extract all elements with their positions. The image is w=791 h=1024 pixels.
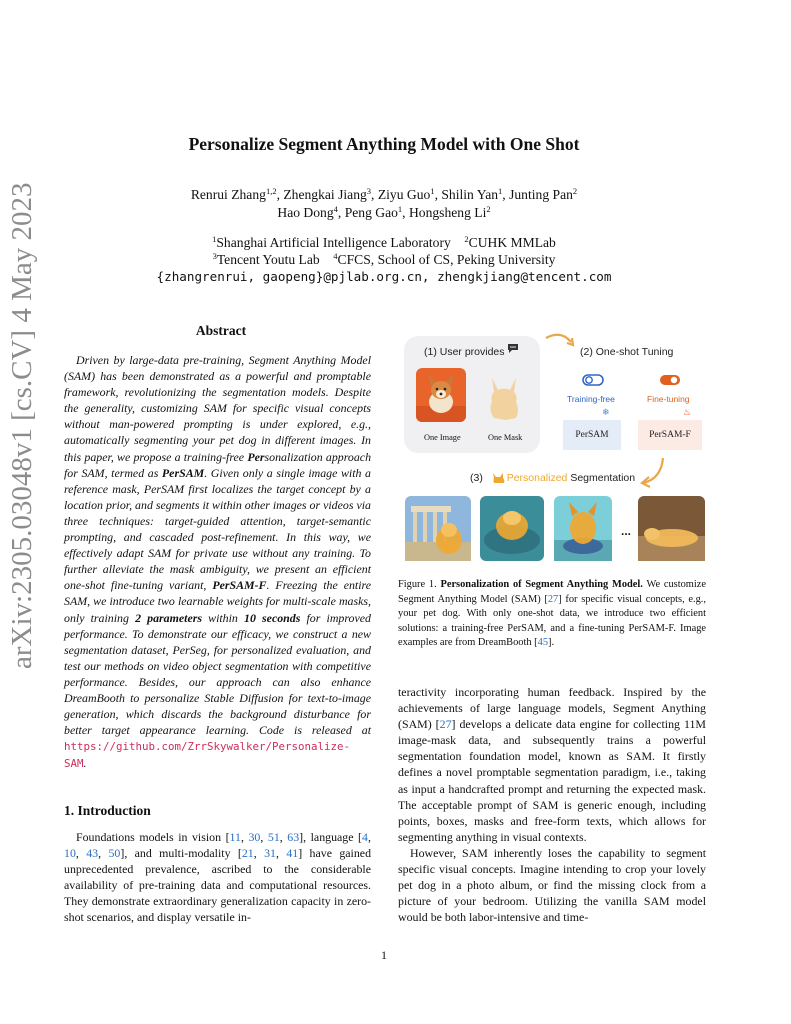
affiliation: Shanghai Artificial Intelligence Laboratory: [216, 235, 451, 250]
affiliation-line-1: [0, 234, 768, 251]
reference-dog-image: [416, 368, 466, 422]
training-free-label: Training-free: [567, 394, 615, 404]
segmented-image-2: [480, 496, 544, 561]
affiliation: CFCS, School of CS, Peking University: [337, 252, 556, 267]
citation[interactable]: 51: [267, 830, 280, 844]
reference-mask-image: [484, 374, 524, 422]
citation[interactable]: 27: [547, 593, 559, 605]
author: Shilin Yan: [441, 187, 499, 202]
abstract-bold: 2 parameters: [135, 610, 202, 625]
affil-sup: 4: [333, 251, 338, 261]
arxiv-stamp: arXiv:2305.03048v1 [cs.CV] 4 May 2023: [6, 182, 38, 669]
caption-text: ] for specific visual concepts, e.g., your pet dog. With only one-shot data, we introduce two efficient solutions: a training-free PerSAM, and a fine-tuning PerSAM-F. Image examples are from DreamBooth [: [398, 593, 706, 648]
citation[interactable]: 4: [362, 830, 368, 844]
author: Junting Pan: [509, 187, 573, 202]
curved-arrow-icon: [637, 455, 667, 489]
abstract-heading: Abstract: [195, 323, 247, 338]
right-col-paragraph-1: [398, 684, 706, 845]
author-line-2: Hao Dong$^4$, Peng Gao$^1$, Hongsheng Li$^2$: [277, 204, 491, 220]
fine-tuning-label: Fine-tuning: [647, 394, 690, 404]
body-text: However, SAM inherently loses the capability to segment specific visual concepts. Imagine intending to crop your lovely pet dog in a photo album, or find the missing clock from a picture of your bedroom. Utilizing the vanilla SAM model would be both labor-intensive and time-: [398, 846, 706, 925]
citation[interactable]: 50: [108, 846, 121, 861]
abstract-bold: PerSAM: [161, 465, 205, 480]
right-col-paragraph-2: [398, 845, 706, 925]
body-text: teractivity incorporating human feedback. Inspired by the achievements of large language models, Segment Anything (SAM) [: [398, 685, 706, 732]
author-sup: 1: [498, 186, 503, 196]
seg-suffix: Segmentation: [570, 472, 636, 484]
author: Hao Dong: [277, 205, 334, 220]
caption-text: We customize Segment Anything Model (SAM) [: [398, 579, 706, 605]
abstract-text: for improved performance. To demonstrate our efficacy, we construct a new segmentation dataset, PerSeg, for personalized evaluation, and test our methods on video object segmentation with competitive performance. Besides, our approach can also enhance DreamBooth to personalize Stable Diffusion for text-to-image generation, which discards the background disturbance for better target appearance learning. Code is released at: [64, 610, 371, 738]
citation[interactable]: 45: [537, 637, 549, 648]
abstract-text: . Freezing the entire SAM, we introduce two learnable weights for multi-scale masks, only training: [64, 578, 371, 625]
seg-prefix: (3): [470, 472, 483, 484]
author: Zhengkai Jiang: [283, 187, 367, 202]
abstract-text: within: [202, 610, 245, 625]
abstract-bold: Per: [247, 449, 265, 464]
code-link[interactable]: https://github.com/ZrrSkywalker/Personalize-SAM: [64, 740, 351, 771]
author-line-1: Renrui Zhang$^{1,2}$, Zhengkai Jiang$^3$, Ziyu Guo$^1$, Shilin Yan$^1$, Junting Pan$^2$: [190, 186, 578, 202]
citation[interactable]: 43: [86, 846, 99, 861]
intro-text: ] have gained unprecedented prevalence, ascribed to the considerable availability of pre-training data and computational resources. They demonstrate extraordinary generalization capacity in zero-shot scenarios, and display versatile in-: [64, 846, 372, 925]
intro-text: Foundations models in vision [: [76, 830, 230, 844]
persam-box: PerSAM: [563, 420, 621, 450]
affil-sup: 3: [212, 251, 217, 261]
one-shot-tuning-label: (2) One-shot Tuning: [580, 346, 674, 358]
abstract-body: [64, 352, 371, 772]
one-image-label: One Image: [424, 433, 461, 442]
affil-sup: 1: [212, 234, 217, 244]
snowflake-icon: ❄: [602, 407, 610, 417]
segmented-image-1: [405, 496, 471, 561]
author: Ziyu Guo: [377, 187, 431, 202]
user-provides-label: (1) User provides: [424, 346, 505, 358]
citation[interactable]: 31: [264, 846, 276, 861]
chat-bubble-icon: [507, 343, 519, 354]
author-sup: 1: [397, 204, 403, 214]
author-sup: 4: [333, 204, 338, 214]
caption-text: ].: [548, 637, 555, 648]
dog-icon: [491, 471, 507, 484]
toggle-off-icon: [582, 374, 604, 386]
caption-bold: Personalization of Segment Anything Model.: [440, 579, 643, 590]
intro-body: Foundations models in vision [11, 30, 51, 63], language [4, 10, 43, 50], and multi-modality [21, 31, 41] have gained unprecedented prevalence, ascribed to the considerable availability of pre-training data and computational resources. They demonstrate extraordinary generalization capacity in zero-shot scenarios, and display versatile in-: [64, 830, 372, 925]
abstract-text: sonalization approach for SAM, termed as: [64, 449, 372, 480]
segmented-image-3: [554, 496, 612, 561]
intro-heading: 1. Introduction: [64, 803, 151, 818]
citation[interactable]: 10: [64, 846, 76, 861]
author-sup: 2: [486, 204, 491, 214]
citation[interactable]: 21: [241, 846, 254, 861]
caption-label: Figure 1.: [398, 579, 437, 590]
paper-title: Personalize Segment Anything Model with One Shot: [188, 134, 580, 154]
author-sup: 1: [430, 186, 435, 196]
author: Hongsheng Li: [408, 205, 487, 220]
one-mask-label: One Mask: [488, 433, 523, 442]
author-sup: 2: [572, 186, 578, 196]
curved-arrow-icon: [543, 330, 577, 352]
author: Peng Gao: [344, 205, 398, 220]
abstract-text: . Given only a single image with a reference mask, PerSAM first localizes the target concept by a location prior, and segments it within other images or videos via three techniques: target-guided attention, target-semantic prompting, and cascaded post-refinement. In this way, we effectively adapt SAM for private use without any training. To further alleviate the mask ambiguity, we present an efficient one-shot fine-tuning variant,: [64, 465, 371, 593]
citation[interactable]: 41: [286, 846, 299, 861]
page-number: 1: [381, 948, 387, 962]
citation[interactable]: 11: [229, 830, 241, 844]
segmented-image-4: [638, 496, 705, 561]
author-sup: 1,2: [265, 186, 277, 196]
affiliation: CUHK MMLab: [468, 235, 556, 250]
affil-sup: 2: [464, 234, 469, 244]
abstract-bold: 10 seconds: [244, 610, 301, 625]
body-text: ] develops a delicate data engine for collecting 11M image-mask data, and subsequently trains a powerful segmentation foundation model, known as SAM. It firstly defines a novel promptable segmentation paradigm, i.e., taking as input a handcrafted prompt and returning the expected mask. The acceptable prompt of SAM is generic enough, including points, boxes, masks and free-form texts, which allows for segmenting anything in visual contexts.: [398, 717, 706, 844]
abstract-text: .: [83, 756, 87, 771]
figure-caption: [398, 578, 706, 651]
persam-f-box: PerSAM-F: [638, 420, 702, 450]
seg-personalized: Personalized: [506, 472, 568, 484]
citation[interactable]: 27: [439, 717, 452, 732]
author: Renrui Zhang: [190, 187, 266, 202]
flame-icon: ♨: [683, 407, 692, 417]
author-emails[interactable]: {zhangrenrui, gaopeng}@pjlab.org.cn, zhengkjiang@tencent.com: [156, 269, 612, 284]
affiliation-line-2: [0, 251, 768, 268]
citation[interactable]: 63: [287, 830, 300, 844]
citation[interactable]: 30: [248, 830, 261, 844]
ellipsis-label: ...: [621, 524, 632, 538]
toggle-on-icon: [659, 374, 681, 386]
author-sup: 3: [366, 186, 372, 196]
intro-text: ], and multi-modality [: [120, 846, 242, 861]
affiliation: Tencent Youtu Lab: [216, 252, 320, 267]
abstract-text: Driven by large-data pre-training, Segment Anything Model (SAM) has been demonstrated as a powerful and promptable framework, revolutionizing the segmentation models. Despite the generality, customizing SAM for specific visual concepts without man-powered prompting is under explored, e.g., automatically segmenting your pet dog in different images. In this paper, we propose a training-free: [64, 353, 371, 464]
abstract-bold: PerSAM-F: [212, 578, 267, 593]
intro-text: ], language [: [299, 830, 363, 844]
